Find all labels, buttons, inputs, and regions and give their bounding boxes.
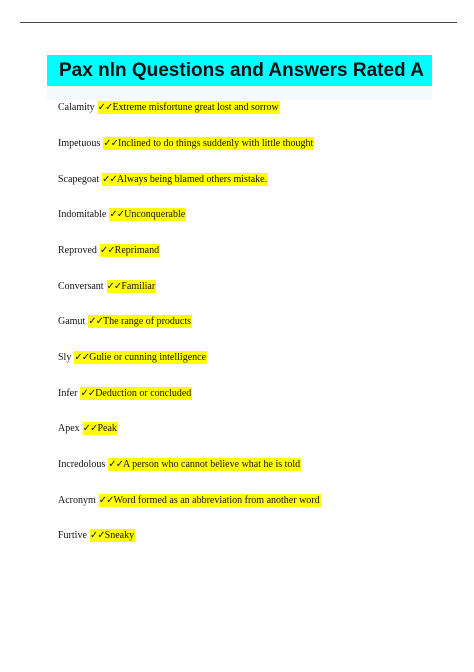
double-check-icon: ✓✓ — [74, 352, 90, 363]
list-item — [58, 280, 156, 294]
definition-text: Peak — [97, 423, 117, 434]
definition-text: Word formed as an abbreviation from another word — [113, 495, 320, 506]
definition-text: Familiar — [121, 281, 156, 292]
top-divider — [20, 22, 457, 23]
list-item — [58, 422, 118, 436]
double-check-icon: ✓✓ — [102, 174, 117, 185]
term-label: Acronym — [58, 495, 96, 506]
definition-text: Gulie or cunning intelligence — [89, 352, 207, 363]
double-check-icon: ✓✓ — [82, 423, 98, 434]
answer-highlight — [100, 244, 160, 257]
answer-highlight — [88, 315, 192, 328]
double-check-icon: ✓✓ — [88, 316, 103, 327]
answer-highlight — [90, 529, 135, 542]
double-check-icon: ✓✓ — [106, 281, 122, 292]
double-check-icon: ✓✓ — [97, 102, 113, 113]
definition-text: Always being blamed others mistake. — [116, 174, 268, 185]
list-item — [58, 351, 207, 365]
definition-text: Unconquerable — [124, 209, 186, 220]
answer-highlight — [103, 137, 314, 150]
term-label: Sly — [58, 352, 72, 363]
term-label: Calamity — [58, 102, 95, 113]
definition-text: The range of products — [102, 316, 192, 327]
definition-text: Inclined to do things suddenly with little thought — [117, 138, 314, 149]
answer-highlight — [108, 458, 301, 471]
definition-text: A person who cannot believe what he is told — [122, 459, 301, 470]
list-item — [58, 137, 314, 151]
definition-text: Deduction or concluded — [95, 388, 192, 399]
double-check-icon: ✓✓ — [103, 138, 118, 149]
definition-text: Extreme misfortune great lost and sorrow — [112, 102, 279, 113]
double-check-icon: ✓✓ — [98, 495, 114, 506]
answer-highlight — [99, 494, 321, 507]
answer-highlight — [102, 173, 268, 186]
term-label: Infer — [58, 388, 78, 399]
title-banner — [47, 55, 432, 86]
term-label: Scapegoat — [58, 174, 100, 185]
term-label: Gamut — [58, 316, 86, 327]
answer-highlight — [74, 351, 207, 364]
list-item — [58, 173, 268, 187]
answer-highlight — [80, 387, 192, 400]
double-check-icon: ✓✓ — [99, 245, 115, 256]
answer-highlight — [109, 208, 186, 221]
term-label: Apex — [58, 423, 80, 434]
double-check-icon: ✓✓ — [80, 388, 96, 399]
list-item — [58, 315, 192, 329]
term-label: Reproved — [58, 245, 97, 256]
page-title: Pax nln Questions and Answers Rated A — [59, 59, 424, 81]
answer-highlight — [107, 280, 157, 293]
term-label: Impetuous — [58, 138, 101, 149]
title-banner-shadow — [47, 86, 432, 100]
term-label: Incredolous — [58, 459, 106, 470]
list-item — [58, 494, 321, 508]
definition-text: Sneaky — [104, 530, 135, 541]
answer-highlight — [98, 101, 280, 114]
double-check-icon: ✓✓ — [109, 209, 125, 220]
list-item — [58, 458, 301, 472]
list-item — [58, 208, 186, 222]
definition-text: Reprimand — [114, 245, 160, 256]
double-check-icon: ✓✓ — [89, 530, 105, 541]
term-label: Conversant — [58, 281, 104, 292]
term-label: Indomitable — [58, 209, 107, 220]
list-item — [58, 387, 192, 401]
list-item — [58, 529, 135, 543]
term-label: Furtive — [58, 530, 87, 541]
double-check-icon: ✓✓ — [108, 459, 123, 470]
list-item — [58, 244, 160, 258]
list-item — [58, 101, 280, 115]
answer-highlight — [83, 422, 118, 435]
